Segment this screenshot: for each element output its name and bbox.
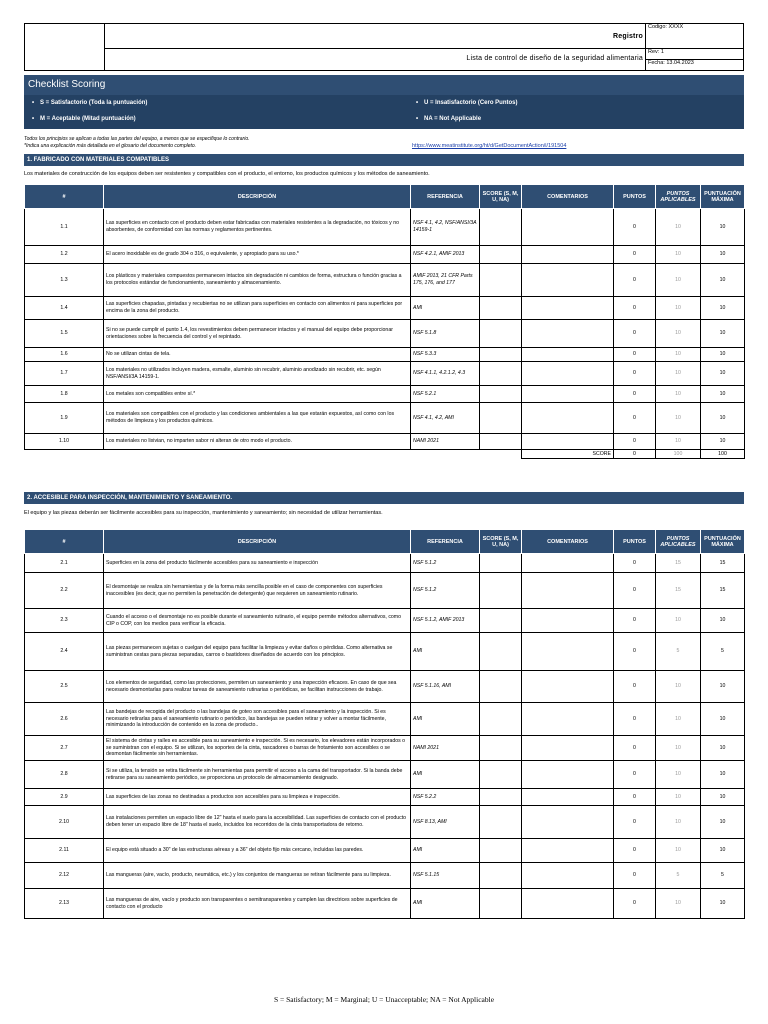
table-row: [25, 362, 745, 386]
logo-placeholder: [25, 24, 105, 70]
row-comments-input[interactable]: [522, 806, 614, 839]
reference-link[interactable]: https://www.meatinstitute.org/ht/d/GetDocumentAction/i/191504: [412, 143, 567, 149]
row-description: Las mangueras de aire, vacío y producto son transparentes o semitransparentes y cumplen las directrices sobre superficies de contacto con el producto: [104, 889, 411, 919]
table-row: [25, 609, 745, 633]
row-points: 0: [614, 348, 656, 362]
scoring-legend: [24, 95, 744, 129]
header-subtitle: Lista de control de diseño de la seguridad alimentaria: [466, 55, 643, 62]
table-row: [25, 573, 745, 609]
table-row: [25, 671, 745, 703]
row-number: 1.4: [25, 297, 104, 320]
row-description: Cuando el acceso o el desmontaje no es posible durante el saneamiento rutinario, el equipo permite métodos alternativos, como CIP o COP, con los medios para verificar la eficacia.: [104, 609, 411, 633]
legend-item-m: • M = Aceptable (Mitad puntuación): [32, 116, 136, 122]
row-max: 15: [701, 554, 745, 573]
row-points: 0: [614, 671, 656, 703]
row-reference: NAMI 2021: [411, 736, 480, 761]
row-points: 0: [614, 403, 656, 434]
note-line-1: Todos los principios se aplican a todas las partes del equipo, a menos que se especifique lo contrario.: [24, 136, 250, 142]
score-applicable: 100: [656, 450, 701, 459]
row-score-input[interactable]: [480, 806, 522, 839]
doc-date: Fecha: 13.04.2023: [648, 60, 694, 66]
row-comments-input[interactable]: [522, 386, 614, 403]
table-row: [25, 264, 745, 297]
row-score-input[interactable]: [480, 386, 522, 403]
row-reference: AMI: [411, 889, 480, 919]
col-num: #: [25, 185, 104, 209]
col-reference: REFERENCIA: [411, 530, 480, 554]
row-comments-input[interactable]: [522, 434, 614, 450]
row-description: Los elementos de seguridad, como las protecciones, permiten un saneamiento y una inspección eficaces. En caso de que sea necesario desmontarlas para realizar tareas de saneamiento rutinarias o periódicas, se facilitan instrucciones de trabajo.: [104, 671, 411, 703]
row-comments-input[interactable]: [522, 761, 614, 789]
col-description: DESCRIPCIÓN: [104, 530, 411, 554]
row-max: 10: [701, 789, 745, 806]
row-number: 1.3: [25, 264, 104, 297]
row-score-input[interactable]: [480, 671, 522, 703]
row-max: 15: [701, 573, 745, 609]
row-max: 10: [701, 403, 745, 434]
row-applicable: 10: [656, 736, 701, 761]
row-points: 0: [614, 789, 656, 806]
row-number: 1.1: [25, 209, 104, 246]
table-row: [25, 806, 745, 839]
row-applicable: 10: [656, 297, 701, 320]
score-label: SCORE: [522, 450, 614, 459]
row-reference: NSF 4.1, 4.2, AMI: [411, 403, 480, 434]
row-applicable: 10: [656, 609, 701, 633]
row-description: Los materiales no utilizados incluyen madera, esmalte, aluminio sin recubrir, aluminio anodizado sin recubrir, etc. según NSF/ANSI/3A 14159-1.: [104, 362, 411, 386]
row-description: Las superficies de las zonas no destinadas a productos son accesibles para su limpieza e inspección.: [104, 789, 411, 806]
row-reference: NSF 4.1.1, 4.2.1.2, 4.3: [411, 362, 480, 386]
score-max: 100: [701, 450, 745, 459]
footer-legend: S = Satisfactory; M = Marginal; U = Unacceptable; NA = Not Applicable: [273, 995, 495, 1004]
row-reference: AMIF 2013, 21 CFR Parts 175, 176, and 177: [411, 264, 480, 297]
col-comments: COMENTARIOS: [522, 530, 614, 554]
row-max: 10: [701, 703, 745, 736]
row-points: 0: [614, 761, 656, 789]
table-row: [25, 386, 745, 403]
row-comments-input[interactable]: [522, 362, 614, 386]
row-comments-input[interactable]: [522, 403, 614, 434]
row-max: 10: [701, 839, 745, 863]
row-max: 5: [701, 633, 745, 671]
col-num: #: [25, 530, 104, 554]
row-points: 0: [614, 386, 656, 403]
row-max: 10: [701, 736, 745, 761]
row-applicable: 10: [656, 209, 701, 246]
row-reference: NSF 8.13, AMI: [411, 806, 480, 839]
row-comments-input[interactable]: [522, 671, 614, 703]
row-applicable: 10: [656, 806, 701, 839]
row-points: 0: [614, 554, 656, 573]
row-description: El sistema de cintas y raíles es accesible para su saneamiento e inspección. Si es necesario, los elevadores están incorporados o se suministran con el equipo. Si se utilizan, los soportes de la cinta, rascadores o barras de frotamiento son accesibles o se desmontan fácilmente sin herramientas.: [104, 736, 411, 761]
section-1-table: [24, 184, 745, 459]
row-score-input[interactable]: [480, 609, 522, 633]
row-reference: NSF 5.1.2: [411, 554, 480, 573]
row-score-input[interactable]: [480, 703, 522, 736]
row-number: 1.5: [25, 320, 104, 348]
row-max: 10: [701, 320, 745, 348]
row-score-input[interactable]: [480, 348, 522, 362]
row-comments-input[interactable]: [522, 264, 614, 297]
row-points: 0: [614, 246, 656, 264]
row-comments-input[interactable]: [522, 246, 614, 264]
row-reference: NSF 5.2.2: [411, 789, 480, 806]
row-points: 0: [614, 362, 656, 386]
row-number: 2.7: [25, 736, 104, 761]
row-score-input[interactable]: [480, 320, 522, 348]
row-score-input[interactable]: [480, 246, 522, 264]
row-points: 0: [614, 889, 656, 919]
row-max: 10: [701, 348, 745, 362]
row-reference: AMI: [411, 633, 480, 671]
table-row: [25, 839, 745, 863]
document-header: [24, 23, 744, 71]
table-row: [25, 736, 745, 761]
row-number: 1.7: [25, 362, 104, 386]
table-row: [25, 403, 745, 434]
col-score: SCORE (S, M, U, NA): [480, 530, 522, 554]
row-points: 0: [614, 609, 656, 633]
row-points: 0: [614, 703, 656, 736]
row-description: No se utilizan cintas de tela.: [104, 348, 411, 362]
col-applicable: PUNTOS APLICABLES: [656, 530, 701, 554]
row-description: Las mangueras (aire, vacío, producto, neumática, etc.) y los conjuntos de mangueras se retiran fácilmente para su limpieza.: [104, 863, 411, 889]
row-number: 2.11: [25, 839, 104, 863]
table-row: [25, 703, 745, 736]
row-applicable: 10: [656, 671, 701, 703]
legend-item-s: • S = Satisfactorio (Toda la puntuación): [32, 100, 148, 106]
row-max: 10: [701, 362, 745, 386]
row-description: Las instalaciones permiten un espacio libre de 12" hasta el suelo para la accesibilidad. Las superficies de contacto con el producto deben tener un espacio libre de 18" hasta el suelo, incluidos los recorridos de la cinta transportadora de retorno.: [104, 806, 411, 839]
row-applicable: 10: [656, 761, 701, 789]
row-max: 10: [701, 761, 745, 789]
row-description: El desmontaje se realiza sin herramientas y de la forma más sencilla posible en el caso de componentes con superficies inaccesibles (es decir, que no permiten la penetración de detergente) que requieren un saneamiento rutinario.: [104, 573, 411, 609]
row-score-input[interactable]: [480, 403, 522, 434]
row-score-input[interactable]: [480, 297, 522, 320]
row-points: 0: [614, 736, 656, 761]
checklist-scoring-title: Checklist Scoring: [24, 75, 744, 95]
row-number: 2.13: [25, 889, 104, 919]
col-max: PUNTUACIÓN MÁXIMA: [701, 185, 745, 209]
row-description: Los metales son compatibles entre sí.*: [104, 386, 411, 403]
row-points: 0: [614, 806, 656, 839]
row-score-input[interactable]: [480, 209, 522, 246]
row-number: 2.1: [25, 554, 104, 573]
row-max: 10: [701, 209, 745, 246]
table-row: [25, 761, 745, 789]
row-comments-input[interactable]: [522, 297, 614, 320]
table-row: [25, 209, 745, 246]
table-row: [25, 246, 745, 264]
col-points: PUNTOS: [614, 530, 656, 554]
row-score-input[interactable]: [480, 863, 522, 889]
row-score-input[interactable]: [480, 789, 522, 806]
col-comments: COMENTARIOS: [522, 185, 614, 209]
row-comments-input[interactable]: [522, 554, 614, 573]
row-applicable: 15: [656, 554, 701, 573]
row-applicable: 10: [656, 264, 701, 297]
table-row: [25, 348, 745, 362]
row-points: 0: [614, 434, 656, 450]
row-comments-input[interactable]: [522, 209, 614, 246]
row-reference: AMI: [411, 761, 480, 789]
row-max: 10: [701, 297, 745, 320]
row-applicable: 10: [656, 320, 701, 348]
row-max: 10: [701, 434, 745, 450]
table-row: [25, 297, 745, 320]
header-title: Registro: [613, 33, 643, 40]
row-number: 1.6: [25, 348, 104, 362]
row-score-input[interactable]: [480, 264, 522, 297]
row-reference: NSF 5.2.1: [411, 386, 480, 403]
row-score-input[interactable]: [480, 573, 522, 609]
row-number: 1.10: [25, 434, 104, 450]
row-description: Las superficies chapadas, pintadas y recubiertas no se utilizan para superficies en contacto con alimentos ni para superficies por encima de la zona del producto.: [104, 297, 411, 320]
row-description: Los plásticos y materiales compuestos permanecen intactos sin degradación ni cambios de forma, estructura o función gracias a los protocolos estándar de funcionamiento, saneamiento y almacenamiento.: [104, 264, 411, 297]
row-applicable: 15: [656, 573, 701, 609]
row-number: 2.8: [25, 761, 104, 789]
col-score: SCORE (S, M, U, NA): [480, 185, 522, 209]
row-description: Si no se puede cumplir el punto 1.4, los revestimientos deben permanecer intactos y el manual del equipo debe proporcionar orientaciones sobre la frecuencia del control y el repintado.: [104, 320, 411, 348]
row-applicable: 10: [656, 386, 701, 403]
row-description: El acero inoxidable es de grado 304 o 316, o equivalente, y apropiado para su uso.*: [104, 246, 411, 264]
row-max: 10: [701, 386, 745, 403]
row-comments-input[interactable]: [522, 573, 614, 609]
row-points: 0: [614, 209, 656, 246]
row-description: Las piezas permanecen sujetas o cuelgan del equipo para facilitar la limpieza y evitar daños o pérdidas. Como alternativa se suministran cestas para piezas separadas, carros o bastidores diseñados de acuerdo con los principios.: [104, 633, 411, 671]
row-comments-input[interactable]: [522, 348, 614, 362]
row-comments-input[interactable]: [522, 789, 614, 806]
table-row: [25, 434, 745, 450]
notes: [24, 136, 744, 150]
row-points: 0: [614, 863, 656, 889]
row-description: Si se utiliza, la tensión se retira fácilmente sin herramientas para permitir el acceso a la cama del transportador. Si la banda debe retirarse para su saneamiento periódico, se proporciona un protocolo de almacenamiento designado.: [104, 761, 411, 789]
section-2-table: [24, 529, 745, 919]
row-applicable: 10: [656, 362, 701, 386]
table-row: [25, 789, 745, 806]
section-2-title: 2. ACCESIBLE PARA INSPECCIÓN, MANTENIMIENTO Y SANEAMIENTO.: [24, 492, 744, 504]
table-row: [25, 889, 745, 919]
row-points: 0: [614, 839, 656, 863]
row-comments-input[interactable]: [522, 889, 614, 919]
row-reference: NSF 4.2.1, AMIF 2013: [411, 246, 480, 264]
row-reference: NSF 4.1, 4.2, NSF/ANSI/3A 14159-1: [411, 209, 480, 246]
row-description: Los materiales no lixivian, no imparten sabor ni alteran de otro modo el producto.: [104, 434, 411, 450]
row-points: 0: [614, 633, 656, 671]
row-number: 2.3: [25, 609, 104, 633]
row-applicable: 10: [656, 789, 701, 806]
row-reference: NSF 5.1.2, AMIF 2013: [411, 609, 480, 633]
row-description: Superficies en la zona del producto fácilmente accesibles para su saneamiento e inspección: [104, 554, 411, 573]
table-row: [25, 554, 745, 573]
note-line-2: *Indica una explicación más detallada en el glosario del documento completo.: [24, 143, 197, 149]
row-number: 2.10: [25, 806, 104, 839]
row-max: 10: [701, 609, 745, 633]
col-applicable: PUNTOS APLICABLES: [656, 185, 701, 209]
row-applicable: 10: [656, 889, 701, 919]
score-row: [25, 450, 745, 459]
section-1-description: Los materiales de construcción de los equipos deben ser resistentes y compatibles con el producto, el entorno, los productos químicos y los métodos de saneamiento.: [24, 171, 430, 177]
table-row: [25, 863, 745, 889]
row-comments-input[interactable]: [522, 736, 614, 761]
row-reference: NSF 5.1.16, AMI: [411, 671, 480, 703]
row-points: 0: [614, 264, 656, 297]
table-row: [25, 633, 745, 671]
row-max: 10: [701, 246, 745, 264]
section-2-description: El equipo y las piezas deberán ser fácilmente accesibles para su inspección, mantenimiento y saneamiento; sin necesidad de utilizar herramientas.: [24, 510, 383, 516]
row-max: 5: [701, 863, 745, 889]
row-number: 2.4: [25, 633, 104, 671]
row-max: 10: [701, 806, 745, 839]
row-reference: NSF 5.3.3: [411, 348, 480, 362]
row-description: El equipo está situado a 30" de las estructuras aéreas y a 36" del objeto fijo más cercano, incluidas las paredes.: [104, 839, 411, 863]
row-number: 2.2: [25, 573, 104, 609]
row-points: 0: [614, 573, 656, 609]
row-comments-input[interactable]: [522, 839, 614, 863]
row-score-input[interactable]: [480, 554, 522, 573]
row-score-input[interactable]: [480, 889, 522, 919]
row-reference: AMI: [411, 297, 480, 320]
row-max: 10: [701, 264, 745, 297]
row-comments-input[interactable]: [522, 633, 614, 671]
section-1-title: 1. FABRICADO CON MATERIALES COMPATIBLES: [24, 154, 744, 166]
col-max: PUNTUACIÓN MÁXIMA: [701, 530, 745, 554]
row-applicable: 5: [656, 863, 701, 889]
score-spacer: [25, 450, 522, 459]
row-applicable: 10: [656, 434, 701, 450]
row-reference: AMI: [411, 703, 480, 736]
row-applicable: 10: [656, 839, 701, 863]
row-score-input[interactable]: [480, 736, 522, 761]
row-comments-input[interactable]: [522, 320, 614, 348]
row-applicable: 5: [656, 633, 701, 671]
row-reference: NAMI 2021: [411, 434, 480, 450]
row-number: 1.2: [25, 246, 104, 264]
legend-item-na: • NA = Not Applicable: [416, 116, 482, 122]
row-number: 2.6: [25, 703, 104, 736]
row-number: 2.12: [25, 863, 104, 889]
legend-item-u: • U = Insatisfactorio (Cero Puntos): [416, 100, 518, 106]
header-meta: [645, 24, 743, 70]
row-score-input[interactable]: [480, 633, 522, 671]
row-reference: NSF 5.1.8: [411, 320, 480, 348]
row-applicable: 10: [656, 703, 701, 736]
row-comments-input[interactable]: [522, 863, 614, 889]
score-points: 0: [614, 450, 656, 459]
row-description: Las superficies en contacto con el producto deben estar fabricadas con materiales resistentes a la degradación, no tóxicos y no absorbentes, de conformidad con las normas y reglamentos pertinentes.: [104, 209, 411, 246]
row-points: 0: [614, 297, 656, 320]
row-max: 10: [701, 889, 745, 919]
row-score-input[interactable]: [480, 839, 522, 863]
row-number: 2.9: [25, 789, 104, 806]
row-applicable: 10: [656, 348, 701, 362]
row-description: Las bandejas de recogida del producto o las bandejas de goteo son accesibles para el saneamiento y la inspección. Si es necesario retirarlas para el saneamiento rutinario o periódico, las bandejas se pueden retirar y volver a montar fácilmente, minimizando la introducción de contenido en la zona de producto..: [104, 703, 411, 736]
table-row: [25, 320, 745, 348]
row-applicable: 10: [656, 246, 701, 264]
col-description: DESCRIPCIÓN: [104, 185, 411, 209]
row-max: 10: [701, 671, 745, 703]
row-applicable: 10: [656, 403, 701, 434]
col-reference: REFERENCIA: [411, 185, 480, 209]
row-score-input[interactable]: [480, 362, 522, 386]
row-comments-input[interactable]: [522, 609, 614, 633]
row-number: 1.8: [25, 386, 104, 403]
row-reference: NSF 5.1.15: [411, 863, 480, 889]
col-points: PUNTOS: [614, 185, 656, 209]
row-score-input[interactable]: [480, 434, 522, 450]
row-score-input[interactable]: [480, 761, 522, 789]
row-comments-input[interactable]: [522, 703, 614, 736]
doc-rev: Rev: 1: [648, 49, 664, 55]
row-number: 1.9: [25, 403, 104, 434]
row-description: Los materiales son compatibles con el producto y las condiciones ambientales a las que estarán expuestos, así como con los métodos de limpieza y los productos químicos.: [104, 403, 411, 434]
row-points: 0: [614, 320, 656, 348]
row-reference: NSF 5.1.2: [411, 573, 480, 609]
header-titles: [105, 24, 645, 70]
row-reference: AMI: [411, 839, 480, 863]
doc-code: Codigo: XXXX: [648, 24, 684, 30]
row-number: 2.5: [25, 671, 104, 703]
